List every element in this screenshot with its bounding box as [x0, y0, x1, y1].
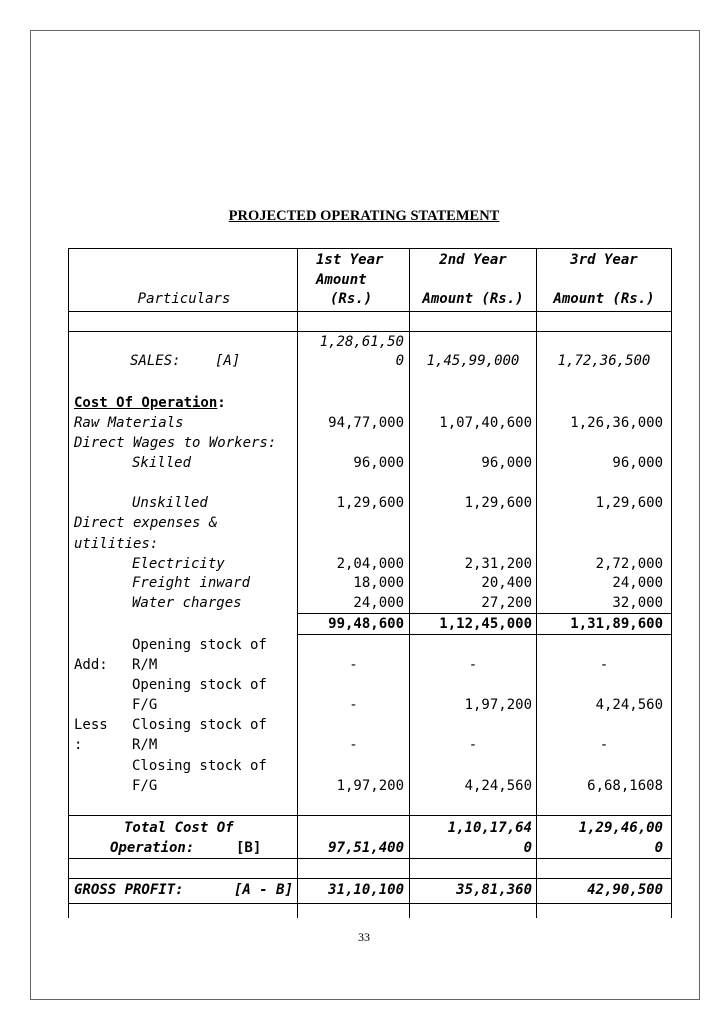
col-divider-left [68, 248, 69, 918]
freight-year2: 20,400 [481, 575, 532, 591]
subtotal-year1: 99,48,600 [328, 616, 404, 632]
close-fg-year2: 4,24,560 [464, 778, 532, 794]
open-fg-year2: 1,97,200 [464, 697, 532, 713]
header-bottom-border [68, 311, 671, 312]
open-fg-year3: 4,24,560 [595, 697, 663, 713]
subtotal-bottom-line [297, 634, 671, 635]
sales-year1-line2: 0 [395, 353, 404, 369]
total-cost-year2-line2: 0 [523, 840, 532, 856]
close-rm-line1: Closing stock of [132, 717, 267, 733]
skilled-year1: 96,000 [353, 455, 404, 471]
direct-wages-label: Direct Wages to Workers: [74, 435, 277, 451]
header-year1-rs: (Rs.) [330, 291, 373, 307]
open-rm-year1: - [349, 657, 358, 673]
unskilled-year3: 1,29,600 [595, 495, 663, 511]
total-cost-year3-line1: 1,29,46,00 [578, 820, 663, 836]
close-rm-year1: - [349, 737, 358, 753]
close-rm-year3: - [599, 737, 609, 753]
freight-year1: 18,000 [353, 575, 404, 591]
total-cost-line1: Total Cost Of [124, 820, 234, 836]
unskilled-year1: 1,29,600 [336, 495, 404, 511]
header-year3: 3rd Year [570, 252, 638, 268]
table-top-border [68, 248, 671, 249]
subtotal-year2: 1,12,45,000 [439, 616, 532, 632]
raw-materials-year2: 1,07,40,600 [439, 415, 532, 431]
gross-profit-label: GROSS PROFIT: [74, 882, 184, 898]
electricity-year3: 2,72,000 [595, 556, 663, 572]
total-bottom-border [68, 858, 671, 859]
gross-profit-year2: 35,81,360 [456, 882, 532, 898]
close-fg-year1: 1,97,200 [336, 778, 404, 794]
sales-year3: 1,72,36,500 [557, 353, 651, 369]
cost-heading: Cost Of Operation: [74, 395, 226, 411]
water-year1: 24,000 [353, 595, 404, 611]
header-year2: 2nd Year [439, 252, 507, 268]
water-year2: 27,200 [481, 595, 532, 611]
unskilled-label: Unskilled [132, 495, 208, 511]
sales-year1-line1: 1,28,61,50 [319, 334, 404, 350]
gross-profit-year1: 31,10,100 [328, 882, 404, 898]
add-label: Add: [74, 657, 108, 673]
open-fg-year1: - [349, 697, 358, 713]
skilled-year2: 96,000 [481, 455, 532, 471]
utilities-label: utilities: [74, 536, 159, 552]
freight-label: Freight inward [132, 575, 251, 591]
open-rm-line2: R/M [132, 657, 158, 673]
header-year1: 1st Year [316, 252, 384, 268]
open-rm-year3: - [599, 657, 609, 673]
sales-tag: [A] [215, 353, 241, 369]
electricity-year2: 2,31,200 [464, 556, 532, 572]
skilled-year3: 96,000 [612, 455, 663, 471]
subtotal-year3: 1,31,89,600 [570, 616, 663, 632]
raw-materials-label: Raw Materials [74, 415, 184, 431]
open-fg-line1: Opening stock of [132, 677, 267, 693]
unskilled-year2: 1,29,600 [464, 495, 532, 511]
raw-materials-year1: 94,77,000 [328, 415, 404, 431]
total-top-border [68, 815, 671, 816]
sales-year2: 1,45,99,000 [426, 353, 520, 369]
water-label: Water charges [132, 595, 242, 611]
gross-profit-tag: [A - B] [234, 882, 294, 898]
gross-bottom-border [68, 903, 671, 904]
less-colon: : [74, 737, 83, 753]
close-fg-line2: F/G [132, 778, 158, 794]
close-rm-year2: - [468, 737, 478, 753]
close-fg-year3: 6,68,1608 [587, 778, 663, 794]
electricity-label: Electricity [132, 556, 225, 572]
total-cost-year2-line1: 1,10,17,64 [447, 820, 532, 836]
header-year2-amount: Amount (Rs.) [422, 291, 524, 307]
page-number: 33 [358, 930, 370, 944]
col-divider-right [671, 248, 672, 918]
direct-expenses-label: Direct expenses & [74, 515, 218, 531]
sales-label: SALES: [130, 353, 181, 369]
raw-materials-year3: 1,26,36,000 [570, 415, 663, 431]
gross-top-border [68, 878, 671, 879]
open-fg-line2: F/G [132, 697, 158, 713]
close-rm-line2: R/M [132, 737, 158, 753]
less-label: Less [74, 717, 108, 733]
header-year1-amount: Amount [316, 272, 367, 288]
electricity-year1: 2,04,000 [336, 556, 404, 572]
total-cost-line2: Operation: [110, 840, 195, 856]
total-cost-tag: [B] [236, 840, 262, 856]
freight-year3: 24,000 [612, 575, 663, 591]
open-rm-line1: Opening stock of [132, 637, 267, 653]
statement-title: PROJECTED OPERATING STATEMENT [228, 208, 500, 224]
header-particulars: Particulars [137, 291, 231, 307]
total-cost-year3-line2: 0 [654, 840, 663, 856]
total-cost-year1: 97,51,400 [328, 840, 404, 856]
open-rm-year2: - [468, 657, 478, 673]
gross-profit-year3: 42,90,500 [587, 882, 663, 898]
header-year3-amount: Amount (Rs.) [553, 291, 655, 307]
water-year3: 32,000 [612, 595, 663, 611]
close-fg-line1: Closing stock of [132, 758, 267, 774]
skilled-label: Skilled [132, 455, 192, 471]
